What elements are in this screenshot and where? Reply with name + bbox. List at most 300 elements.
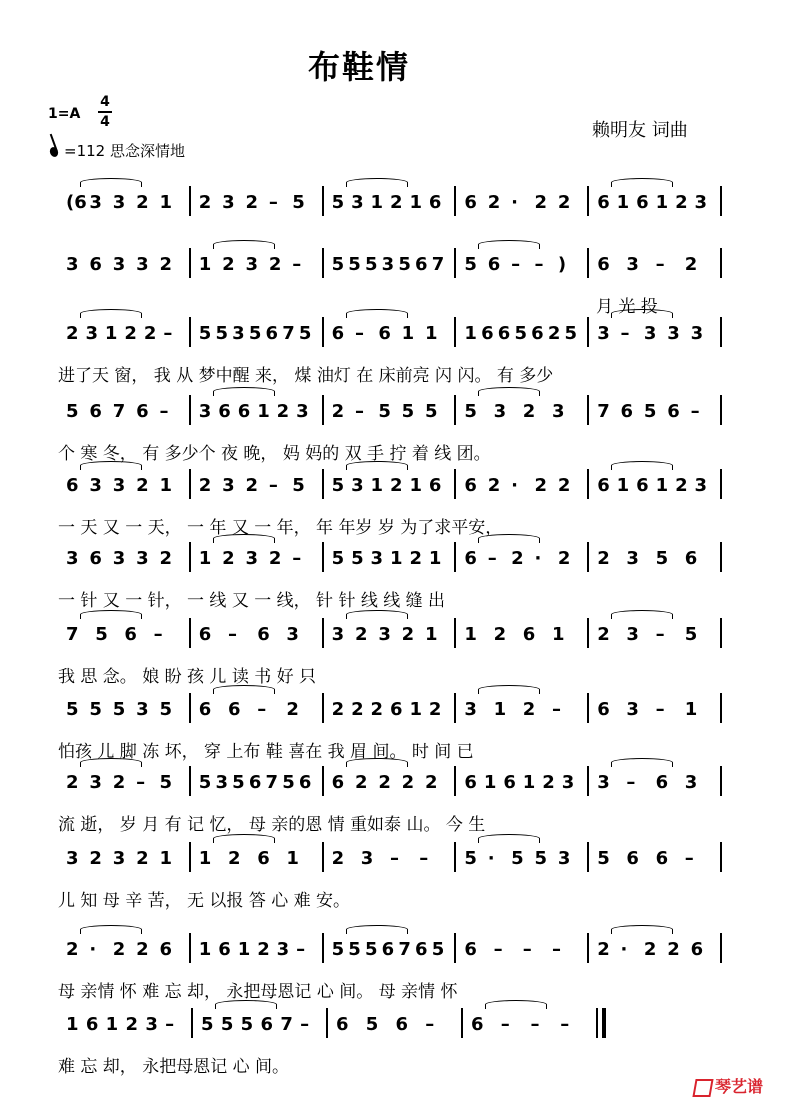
slur [485,1000,547,1009]
note: 3 [89,475,102,496]
slur [611,461,673,470]
notes-line [0,772,785,798]
note: 2 [351,699,364,720]
note: 1 [464,323,477,344]
bar-line [189,766,191,796]
slur [346,610,408,619]
note: 6 [464,475,477,496]
note: 5 [331,254,345,275]
slur [213,240,275,249]
bar-line [189,933,191,963]
note: · [89,939,97,960]
note: 6 [497,323,511,344]
note: 6 [198,699,212,720]
note: 3 [626,699,639,720]
note: 2 [557,192,571,213]
note: 3 [112,475,126,496]
time-signature-bottom: 4 [100,114,110,130]
note: 2 [89,848,102,869]
note: 7 [265,772,279,793]
note: · [534,548,542,569]
slur [478,685,540,694]
note: 6 [471,1014,484,1035]
note: 2 [487,192,501,213]
note: 6 [655,848,669,869]
bar-line [454,766,456,796]
note: – [268,192,278,213]
lyrics-line: 一 针 又 一 针， 一 线 又 一 线， 针 针 线 线 缝 出 [58,591,446,611]
lyrics-line: 儿 知 母 辛 苦， 无 以报 答 心 难 安。 [58,891,351,911]
note: · [511,192,518,213]
note: (6 [66,192,87,213]
note: 2 [66,939,79,960]
note: 3 [198,401,212,422]
bar-line [189,248,191,278]
author-credit: 赖明友 词曲 [592,120,688,141]
final-bar-line [602,1008,606,1038]
note: 6 [298,772,312,793]
lyrics-line: 月 光 投 [596,297,658,317]
note: – [425,1014,435,1035]
note: 1 [425,323,438,344]
note: 2 [136,475,149,496]
bar-line [720,248,722,278]
notes-line [0,475,785,501]
slur [611,178,673,187]
note: – [165,1014,175,1035]
bar-line [322,693,324,723]
note: 6 [597,699,610,720]
note: 1 [483,772,497,793]
notes-line [0,548,785,574]
note: 2 [557,475,571,496]
bar-line [454,842,456,872]
note: 6 [390,699,403,720]
note: 1 [401,323,415,344]
note: 6 [124,624,137,645]
notes-line [0,192,785,218]
note: 2 [643,939,657,960]
slur [611,925,673,934]
note: 6 [636,475,649,496]
note: 6 [690,939,704,960]
note: 6 [257,624,270,645]
note: 5 [112,699,126,720]
note: 5 [220,1014,234,1035]
slur [611,309,673,318]
note: 2 [112,772,126,793]
note: 2 [534,475,547,496]
note: – [354,323,364,344]
note: 1 [105,1014,119,1035]
note: 1 [655,192,669,213]
note: – [292,548,302,569]
bar-line [189,186,191,216]
note: – [684,848,694,869]
note: 3 [112,548,126,569]
lyrics-line: 我 思 念。 娘 盼 孩 儿 读 书 好 只 [58,667,317,687]
lyrics-line: 一 天 又 一 天， 一 年 又 一 年， 年 年岁 岁 为了求平安， [58,518,503,538]
bar-line [720,542,722,572]
note: 5 [351,548,364,569]
note: 3 [136,699,149,720]
time-signature-top: 4 [100,94,110,110]
note: ) [557,254,567,275]
note: 5 [378,401,391,422]
note: 3 [89,772,102,793]
note: 2 [511,548,524,569]
note: 6 [378,323,391,344]
quarter-note-icon [49,145,60,157]
note: 5 [240,1014,254,1035]
note: 2 [198,475,212,496]
note: 6 [66,475,79,496]
note: 3 [66,548,79,569]
note: 6 [265,323,279,344]
note: 1 [390,548,403,569]
note: 3 [245,254,259,275]
note: 6 [684,548,698,569]
time-signature [98,94,112,130]
note: 6 [89,548,102,569]
notes-line [0,699,785,725]
bar-line [322,542,324,572]
note: 3 [245,548,259,569]
note: 2 [401,772,415,793]
note: 1 [370,192,384,213]
note: 7 [597,401,610,422]
slur [215,1000,277,1009]
note: 2 [428,699,442,720]
note: 6 [415,254,428,275]
note: 3 [66,254,79,275]
note: 6 [503,772,516,793]
slur [80,178,142,187]
note: 2 [268,254,282,275]
note: 3 [145,1014,158,1035]
key-signature: 1=A [48,106,81,122]
note: 2 [66,323,79,344]
bar-line [322,469,324,499]
note: 5 [95,624,108,645]
bar-line [454,542,456,572]
note: 6 [198,624,212,645]
note: 1 [198,254,212,275]
note: 5 [514,323,527,344]
note: 6 [85,1014,99,1035]
note: 3 [643,323,657,344]
note: 3 [360,848,374,869]
note: 6 [464,772,477,793]
note: – [530,1014,540,1035]
note: – [655,254,665,275]
lyrics-line: 难 忘 却， 永把母恩记 心 间。 [58,1057,290,1077]
note: – [552,699,561,720]
note: 3 [381,254,395,275]
note: 5 [464,401,477,422]
note: 2 [390,475,403,496]
note: 5 [564,323,578,344]
slur [478,240,540,249]
note: 3 [89,192,102,213]
note: 5 [364,939,378,960]
note: 5 [655,548,669,569]
note: 5 [248,323,262,344]
note: 6 [228,699,241,720]
note: – [511,254,521,275]
note: 2 [136,192,149,213]
note: 1 [159,848,172,869]
bar-line [587,395,589,425]
note: 3 [694,475,708,496]
note: 6 [620,401,634,422]
note: 1 [66,1014,79,1035]
note: 2 [684,254,698,275]
bar-line [322,395,324,425]
note: 3 [66,848,79,869]
watermark-text: 琴艺谱 [715,1077,764,1096]
note: 3 [351,475,364,496]
note: 3 [112,848,126,869]
bar-line [454,248,456,278]
note: 1 [409,192,422,213]
bar-line [587,693,589,723]
bar-line [322,933,324,963]
note: 6 [136,401,149,422]
note: 6 [237,401,251,422]
bar-line [454,618,456,648]
notes-line [0,323,785,349]
bar-line [322,248,324,278]
bar-line [587,766,589,796]
note: 2 [667,939,680,960]
note: 2 [245,475,259,496]
note: 3 [85,323,98,344]
note: 5 [348,254,361,275]
note: 6 [487,254,501,275]
note: 6 [597,192,610,213]
note: 3 [597,323,610,344]
slur [213,834,275,843]
song-title: 布鞋情 [308,48,411,86]
note: 2 [354,772,368,793]
note: 2 [378,772,391,793]
note: 3 [667,323,680,344]
bar-line [596,1008,598,1038]
bar-line [189,469,191,499]
note: 5 [282,772,295,793]
lyrics-line: 母 亲情 怀 难 忘 却， 永把母恩记 心 间。 母 亲情 怀 [58,982,458,1002]
note: – [163,323,173,344]
note: 2 [222,548,235,569]
note: 2 [354,624,368,645]
bar-line [587,933,589,963]
bar-line [461,1008,463,1038]
bar-line [454,317,456,347]
note: 6 [597,475,610,496]
bar-line [720,693,722,723]
note: 3 [378,624,391,645]
note: – [493,939,503,960]
note: – [296,939,306,960]
note: 5 [684,624,698,645]
note: 6 [531,323,544,344]
bar-line [587,469,589,499]
note: 2 [228,848,241,869]
note: 3 [112,254,126,275]
note: 5 [348,939,361,960]
note: 6 [395,1014,409,1035]
note: · [511,475,518,496]
note: 2 [390,192,403,213]
bar-line [587,248,589,278]
slur [80,925,142,934]
note: 3 [597,772,610,793]
note: 5 [66,699,79,720]
note: 5 [331,939,345,960]
note: 3 [351,192,364,213]
note: – [690,401,700,422]
note: 7 [280,1014,293,1035]
note: 1 [370,475,384,496]
note: 3 [112,192,126,213]
slur [213,534,275,543]
slur [611,758,673,767]
note: 3 [286,624,299,645]
note: 6 [218,401,231,422]
lyrics-line: 进了天 窗， 我 从 梦中醒 来， 煤 油灯 在 床前亮 闪 闪。 有 多少 [58,366,554,386]
notes-line [0,939,785,965]
bar-line [189,542,191,572]
bar-line [189,693,191,723]
note: 5 [292,192,305,213]
note: – [390,848,399,869]
bar-line [720,618,722,648]
note: 2 [675,192,688,213]
note: 3 [464,699,477,720]
note: 6 [331,772,345,793]
note: 2 [534,192,547,213]
note: 3 [557,848,571,869]
note: – [500,1014,510,1035]
slur [346,309,408,318]
bar-line [322,618,324,648]
note: 3 [331,624,345,645]
slur [346,461,408,470]
note: 6 [248,772,262,793]
note: 6 [428,475,442,496]
note: – [257,699,267,720]
note: 6 [428,192,442,213]
note: 6 [636,192,649,213]
note: 1 [198,848,212,869]
note: 3 [276,939,290,960]
bar-line [720,933,722,963]
note: 5 [198,772,212,793]
note: 3 [552,401,565,422]
note: 5 [425,401,438,422]
note: 6 [597,254,610,275]
note: 2 [597,939,610,960]
note: 5 [159,699,172,720]
note: 5 [66,401,79,422]
note: 5 [511,848,524,869]
bar-line [454,186,456,216]
note: 3 [493,401,507,422]
slur [213,387,275,396]
note: 5 [401,401,415,422]
notes-line [0,401,785,427]
bar-line [587,842,589,872]
note: – [268,475,278,496]
bar-line [322,317,324,347]
slur [213,685,275,694]
note: 3 [222,475,235,496]
note: – [419,848,429,869]
slur [346,925,408,934]
notes-line [0,848,785,874]
note: 3 [694,192,708,213]
note: 5 [331,475,345,496]
note: 7 [112,401,126,422]
slur [478,834,540,843]
slur [478,534,540,543]
note: – [159,401,169,422]
note: 7 [282,323,295,344]
note: 2 [522,699,536,720]
note: 6 [667,401,680,422]
note: 1 [159,475,172,496]
bar-line [322,842,324,872]
note: 2 [257,939,270,960]
note: 2 [136,939,149,960]
note: 2 [136,848,149,869]
note: · [487,848,495,869]
bar-line [322,766,324,796]
note: 5 [89,699,102,720]
note: 2 [331,848,345,869]
note: 1 [409,699,422,720]
tempo-text: =112 思念深情地 [64,142,185,160]
slur [80,758,142,767]
note: 1 [198,939,212,960]
note: 1 [286,848,299,869]
note: 6 [89,254,102,275]
note: 2 [112,939,126,960]
note: 5 [364,254,378,275]
notes-line [0,1014,785,1040]
note: 2 [286,699,299,720]
note: 3 [690,323,704,344]
note: 3 [215,772,229,793]
bar-line [587,186,589,216]
note: 2 [370,699,384,720]
note: 2 [198,192,212,213]
note: 2 [597,624,610,645]
note: 3 [370,548,384,569]
bar-line [454,469,456,499]
note: 5 [331,548,345,569]
note: 2 [542,772,555,793]
note: 2 [597,548,610,569]
note: – [300,1014,310,1035]
note: 2 [487,475,501,496]
note: 5 [215,323,229,344]
note: 1 [655,475,669,496]
note: 5 [365,1014,379,1035]
bar-line [720,395,722,425]
note: 5 [597,848,610,869]
